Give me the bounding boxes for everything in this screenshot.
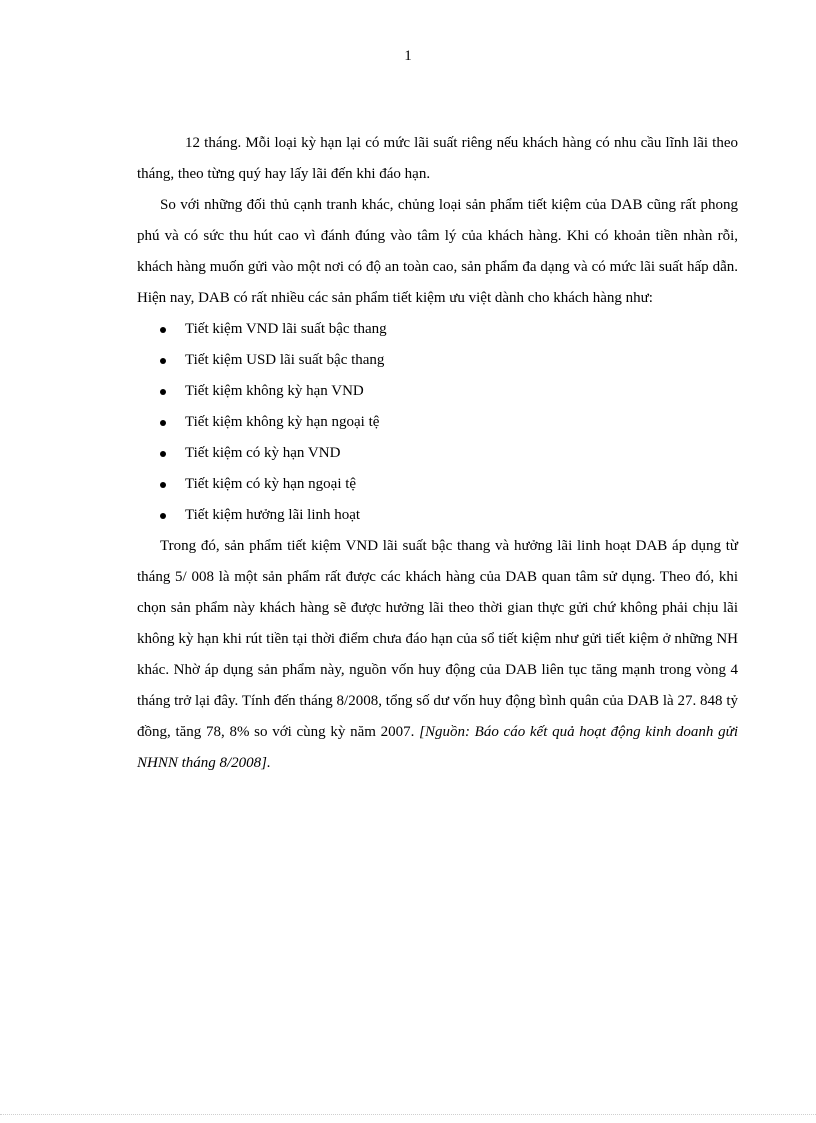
- bullet-icon: [160, 513, 166, 519]
- bullet-icon: [160, 451, 166, 457]
- paragraph-flexible-interest: [137, 531, 738, 779]
- page-bottom-divider: [0, 1114, 816, 1115]
- bullet-icon: [160, 389, 166, 395]
- bullet-icon: [160, 327, 166, 333]
- list-item: Tiết kiệm có kỳ hạn VND: [137, 438, 738, 469]
- source-citation: [Nguồn: Báo cáo kết quả hoạt động kinh doanh gửi NHNN tháng 8/2008].: [137, 724, 738, 771]
- paragraph-product-variety: So với những đối thủ cạnh tranh khác, chủng loại sản phẩm tiết kiệm của DAB cũng rất phong phú và có sức thu hút cao vì đánh đúng vào tâm lý của khách hàng. Khi có khoản tiền nhàn rỗi, khách hàng muốn gửi vào một nơi có độ an toàn cao, sản phẩm đa dạng và có mức lãi suất hấp dẫn. Hiện nay, DAB có rất nhiều các sản phẩm tiết kiệm ưu việt dành cho khách hàng như:: [137, 197, 738, 306]
- list-item: Tiết kiệm hưởng lãi linh hoạt: [137, 500, 738, 531]
- list-item: Tiết kiệm USD lãi suất bậc thang: [137, 345, 738, 376]
- paragraph-body-text: Trong đó, sản phẩm tiết kiệm VND lãi suất bậc thang và hưởng lãi linh hoạt DAB áp dụng từ tháng 5/ 008 là một sản phẩm rất được các khách hàng của DAB quan tâm sử dụng. Theo đó, khi chọn sản phẩm này khách hàng sẽ được hưởng lãi theo thời gian thực gửi chứ không phải chịu lãi không kỳ hạn khi rút tiền tại thời điểm chưa đáo hạn của sổ tiết kiệm như gửi tiết kiệm ở những NH khác. Nhờ áp dụng sản phẩm này, nguồn vốn huy động của DAB liên tục tăng mạnh trong vòng 4 tháng trở lại đây. Tính đến tháng 8/2008, tổng số dư vốn huy động bình quân của DAB là 27. 848 tỷ đồng, tăng 78, 8% so với cùng kỳ năm 2007.: [137, 538, 738, 740]
- savings-product-list: [137, 314, 738, 531]
- bullet-icon: [160, 420, 166, 426]
- list-item: Tiết kiệm không kỳ hạn VND: [137, 376, 738, 407]
- list-item: Tiết kiệm VND lãi suất bậc thang: [137, 314, 738, 345]
- page-number: 1: [404, 48, 412, 64]
- list-item: Tiết kiệm có kỳ hạn ngoại tệ: [137, 469, 738, 500]
- document-body: [137, 128, 738, 779]
- bullet-icon: [160, 482, 166, 488]
- paragraph-continuation: 12 tháng. Mỗi loại kỳ hạn lại có mức lãi suất riêng nếu khách hàng có nhu cầu lĩnh lãi theo tháng, theo từng quý hay lấy lãi đến khi đáo hạn.: [137, 135, 738, 182]
- list-item: Tiết kiệm không kỳ hạn ngoại tệ: [137, 407, 738, 438]
- bullet-icon: [160, 358, 166, 364]
